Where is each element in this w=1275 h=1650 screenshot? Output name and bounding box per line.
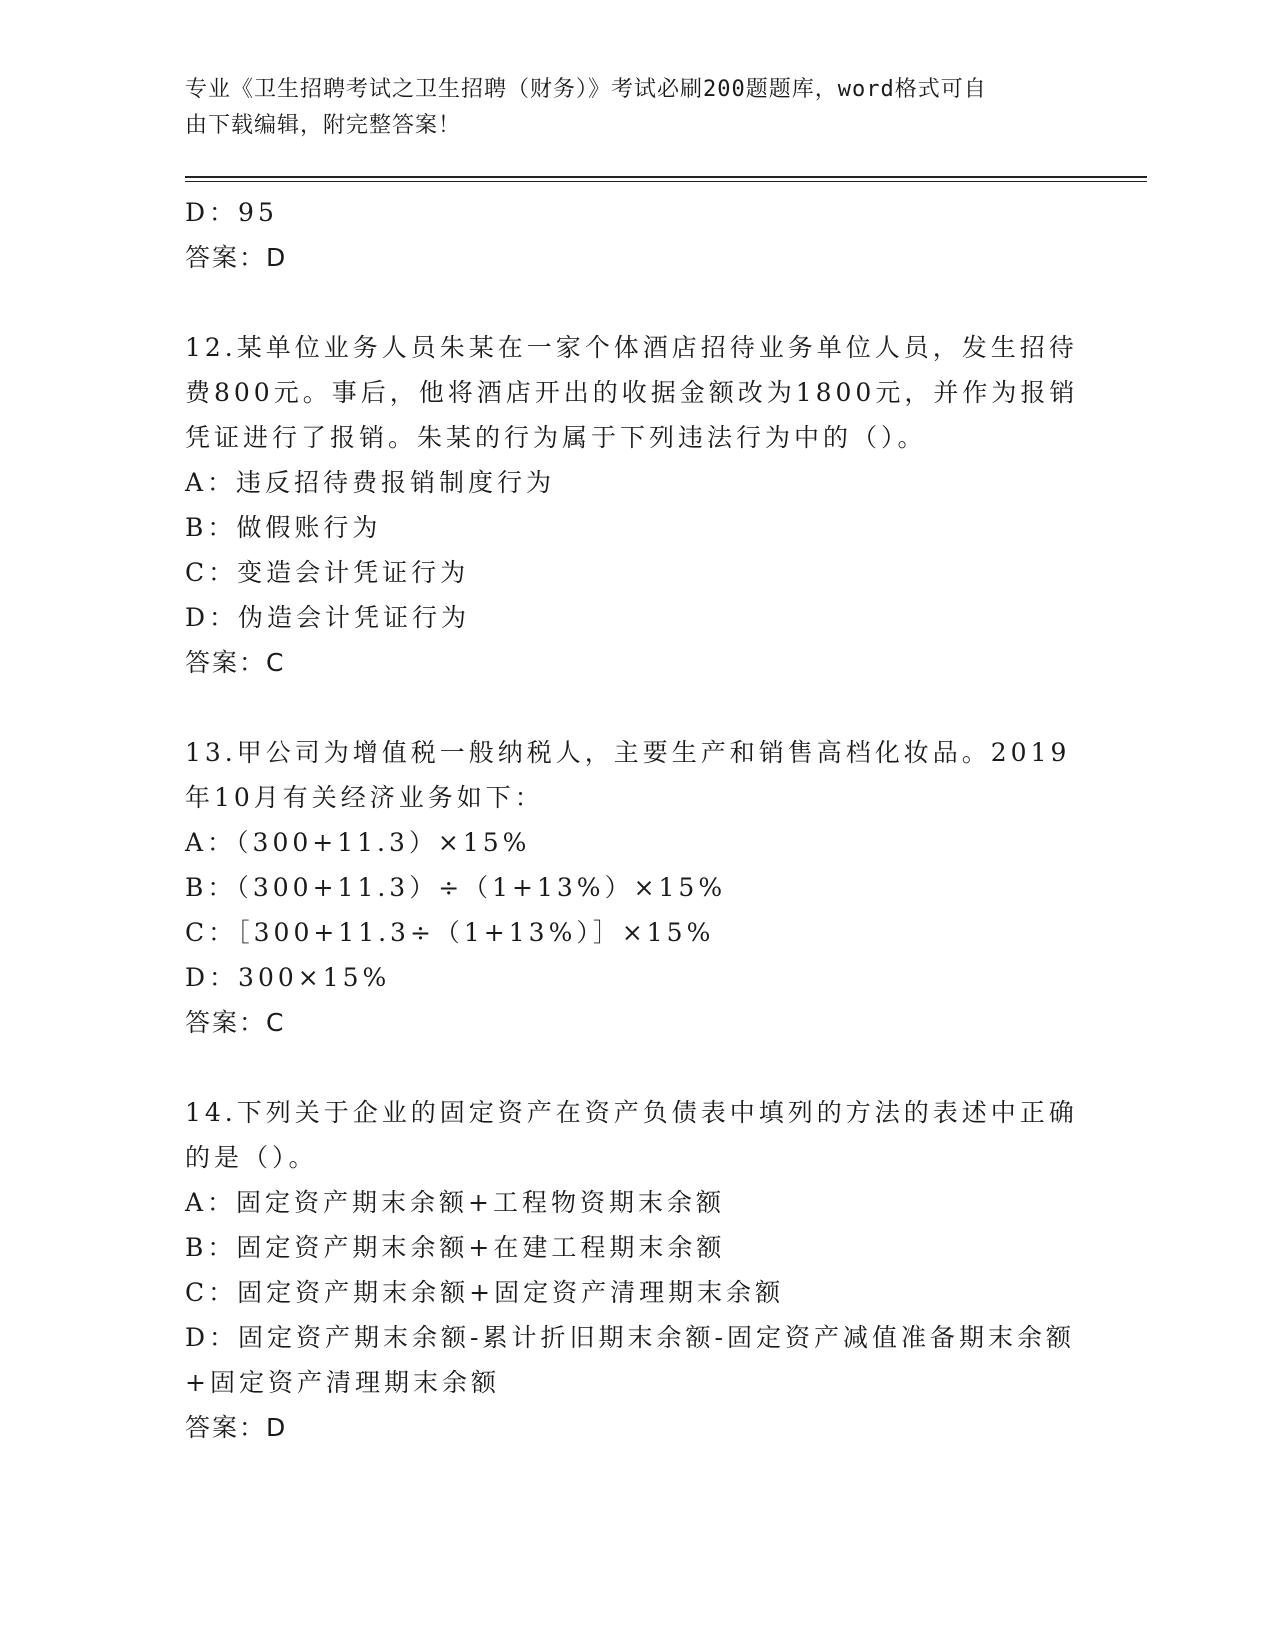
option-d: D：固定资产期末余额-累计折旧期末余额-固定资产减值准备期末余额 [185, 1323, 1075, 1352]
question-text-line: 年10月有关经济业务如下： [185, 783, 544, 812]
option-b: B：（300+11.3）÷（1+13%）×15% [185, 873, 727, 902]
prev-answer: 答案：D [185, 243, 288, 272]
option-a: A：固定资产期末余额+工程物资期末余额 [185, 1188, 726, 1217]
header-divider-thin [185, 181, 1147, 182]
prev-option-d: D：95 [185, 198, 278, 227]
option-a: A：违反招待费报销制度行为 [185, 468, 556, 497]
header-line-1: 专业《卫生招聘考试之卫生招聘（财务）》考试必刷200题题库，word格式可自 [185, 77, 987, 102]
option-c: C：［300+11.3÷（1+13%）］×15% [185, 918, 715, 947]
question-text-line: 13.甲公司为增值税一般纳税人，主要生产和销售高档化妆品。2019 [185, 738, 1071, 767]
question-text-line: 12.某单位业务人员朱某在一家个体酒店招待业务单位人员，发生招待 [185, 333, 1078, 362]
question-text-line: 14.下列关于企业的固定资产在资产负债表中填列的方法的表述中正确 [185, 1098, 1078, 1127]
document-header [185, 72, 1065, 144]
option-d: D：300×15% [185, 963, 391, 992]
header-divider-thick [185, 176, 1147, 178]
question-text-line: 凭证进行了报销。朱某的行为属于下列违法行为中的（）。 [185, 423, 927, 452]
option-d-continued: +固定资产清理期末余额 [185, 1368, 500, 1397]
answer: 答案：C [185, 1008, 286, 1037]
option-b: B：固定资产期末余额+在建工程期末余额 [185, 1233, 726, 1262]
option-d: D：伪造会计凭证行为 [185, 603, 471, 632]
question-text-line: 的是（）。 [185, 1143, 318, 1172]
answer: 答案：D [185, 1413, 288, 1442]
question-13 [185, 730, 1085, 1045]
option-a: A：（300+11.3）×15% [185, 828, 531, 857]
document-body [185, 190, 1085, 1450]
spacer [185, 685, 1085, 730]
option-c: C：变造会计凭证行为 [185, 558, 470, 587]
spacer [185, 280, 1085, 325]
question-text-line: 费800元。事后，他将酒店开出的收据金额改为1800元，并作为报销 [185, 378, 1079, 407]
question-14 [185, 1090, 1085, 1450]
spacer [185, 1045, 1085, 1090]
option-b: B：做假账行为 [185, 513, 382, 542]
header-line-2: 由下载编辑，附完整答案！ [185, 113, 462, 138]
question-12 [185, 325, 1085, 685]
answer: 答案：C [185, 648, 286, 677]
option-c: C：固定资产期末余额+固定资产清理期末余额 [185, 1278, 785, 1307]
